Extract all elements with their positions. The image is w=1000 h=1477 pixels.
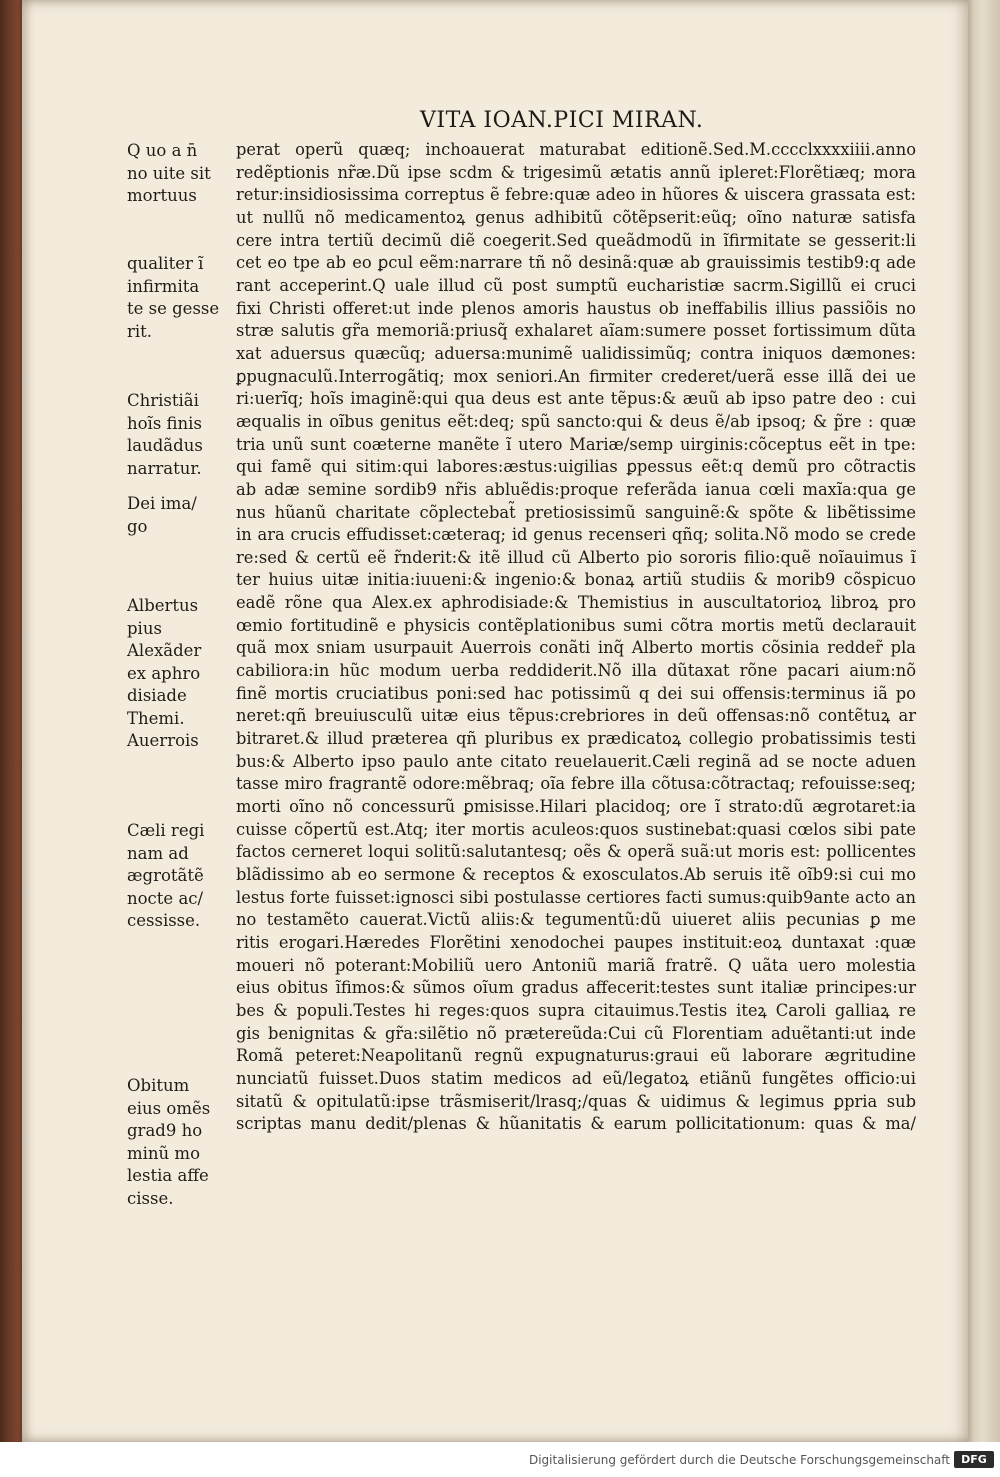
text-line: gis benignitas & gr̃a:silẽtio nõ prætereũda:Cui cũ Florentiam aduẽtanti:ut inde — [236, 1023, 916, 1043]
margin-note-line: lestia affe — [127, 1166, 209, 1185]
text-line: bitraret.& illud præterea qñ pluribus ex prædicatoꝝ collegio probatissimis testi — [236, 729, 916, 749]
margin-note-line: Auerrois — [127, 731, 199, 750]
text-line: cere intra tertiũ decimũ diẽ coegerit.Sed queãdmodũ in ĩfirmitate se gesserit:li — [236, 230, 916, 250]
margin-note-line: pius — [127, 618, 162, 638]
text-line: bus:& Alberto ipso paulo ante citato reuelauerit.Cæli reginã ad se nocte aduen — [236, 751, 916, 771]
margin-note-line: te se gesse — [127, 299, 220, 318]
text-line: sitatũ & opitulatũ:ipse trãsmiserit/lrasq;/quas & uidimus & legimus ꝑpria sub — [236, 1091, 916, 1111]
text-line: quã mox sniam usurpauit Auerrois conãti inq̃ Alberto mortis cõsinia redder̃ pla — [236, 638, 916, 658]
margin-note-line: Q uo a n̄ — [127, 141, 198, 160]
margin-note-line: Obitum — [127, 1076, 190, 1095]
text-line: lestus forte fuisset:ignosci sibi postulasse certiores facti sumus:quib9ante acto an — [236, 887, 916, 907]
margin-note-line: grad9 ho — [127, 1121, 203, 1140]
margin-note-line: Dei ima/ — [127, 494, 197, 513]
text-line: finẽ mortis cruciatibus poni:sed hac potissimũ q dei sui offensis:terminus iã po — [236, 683, 916, 703]
text-line: nunciatũ fuisset.Duos statim medicos ad eũ/legatoꝝ etiãnũ fungẽtes officio:ui — [236, 1068, 916, 1088]
text-line: ꝑpugnaculũ.Interrogãtiq; mox seniori.An firmiter crederet/uerã esse illã dei ue — [236, 366, 916, 386]
margin-note-line: ex aphro — [127, 663, 201, 683]
margin-note-line: nocte ac/ — [127, 888, 204, 908]
margin-note-line: narratur. — [127, 458, 202, 478]
text-line: re:sed & certũ eẽ r̃nderit:& itẽ illud cũ Alberto pio sororis filio:quẽ noĩauimus ĩ — [236, 547, 916, 567]
margin-note-line: disiade — [127, 686, 187, 705]
margin-note-christiani — [127, 390, 239, 480]
margin-note-line: cisse. — [127, 1188, 174, 1208]
text-line: no testamẽto cauerat.Victũ aliis:& tegumentũ:dũ uiueret aliis pecunias ꝑ me — [236, 910, 916, 930]
text-line: fixi Christi offeret:ut inde plenos amoris haustus ob ineffabilis illius passiõis no — [236, 298, 916, 318]
text-line: neret:qñ breuiusculũ uitæ eius tẽpus:crebriores in deũ offensas:nõ contẽtuꝝ ar — [236, 706, 916, 726]
margin-note-line: eius omẽs — [127, 1098, 211, 1118]
text-line: ab adæ semine sordib9 nr̃is abluẽdis:proque referãda ianua cœli maxĩa:qua ge — [236, 479, 916, 499]
text-line: blãdissimo ab eo sermone & receptos & exosculatos.Ab seruis itẽ oĩb9:si cui mo — [236, 865, 916, 884]
margin-note-dei-imago — [127, 493, 239, 538]
margin-note-line: Alexãder — [127, 641, 202, 660]
margin-note-line: no uite sit — [127, 163, 211, 183]
text-line: rant acceperint.Q uale illud cũ post sumptũ eucharistiæ sacrm.Sigillũ ei cruci — [236, 275, 916, 295]
text-line: perat operũ quæq; inchoauerat maturabat editionẽ.Sed.M.cccclxxxxiiii.anno — [236, 140, 916, 159]
text-line: ri:uerĩq; hoĩs imaginẽ:qui qua deus est ante tẽpus:& æuũ ab ipso patre deo : cui — [236, 389, 916, 409]
margin-note-line: Albertus — [127, 596, 199, 615]
margin-note-line: cessisse. — [127, 911, 201, 930]
margin-note-line: rit. — [127, 321, 153, 341]
text-line: morti oĩno nõ concessurũ ꝑmisisse.Hilari placidoq; ore ĩ strato:dũ ægrotaret:ia — [236, 797, 916, 817]
margin-note-line: mortuus — [127, 186, 197, 205]
text-line: eius obitus ĩfimos:& sũmos oĩum gradus affecerit:testes sunt italiæ principes:ur — [236, 978, 916, 998]
text-line: æqualis in oĩbus genitus eẽt:deq; spũ sancto:qui & deus ẽ/ab ipsoq; & p̃re : quæ — [236, 411, 916, 431]
margin-note-line: ægrotãtẽ — [127, 866, 204, 885]
text-line: retur:insidiosissima correptus ẽ febre:quæ adeo in hũores & uiscera grassata est: — [236, 185, 916, 205]
margin-note-obitum — [127, 1075, 239, 1210]
dfg-logo-icon: DFG — [954, 1451, 994, 1468]
margin-note-line: infirmita — [127, 276, 200, 296]
margin-note-line: minũ mo — [127, 1143, 201, 1163]
margin-note-line: Cæli regi — [127, 821, 205, 840]
text-line: Romã peteret:Neapolitanũ regnũ expugnaturus:graui eũ laborare ægritudine — [236, 1046, 916, 1066]
text-line: eadẽ rõne qua Alex.ex aphrodisiade:& Themistius in auscultatorioꝝ libroꝝ pro — [236, 593, 916, 613]
margin-note-line: Themi. — [127, 708, 185, 728]
text-line: moueri nõ poterant:Mobiliũ uero Antoniũ mariã fratrẽ. Q uãta uero molestia — [236, 955, 916, 975]
text-line: œmio fortitudinẽ e physicis contẽplationibus sumi cõtra mortis metũ declarauit — [236, 615, 916, 635]
digitization-footer — [0, 1442, 1000, 1477]
text-line: bes & populi.Testes hi reges:quos supra citauimus.Testis iteꝝ Caroli galliaꝝ re — [236, 1000, 916, 1020]
margin-note-line: qualiter ĩ — [127, 254, 204, 273]
page-edge — [968, 0, 1000, 1442]
text-line: factos cerneret loqui solitũ:salutantesq; oẽs & operã suã:ut moris est: pollicentes — [236, 842, 916, 862]
text-line: ut nullũ nõ medicamentoꝝ genus adhibitũ cõtẽpserit:eũq; oĩno naturæ satisfa — [236, 207, 916, 227]
text-line: nus hũanũ charitate cõplectebat̃ pretiosissimũ sanguinẽ:& spõte & libẽtissime — [236, 502, 916, 522]
text-line: ritis erogari.Hæredes Florẽtini xenodochei paupes instituit:eoꝝ duntaxat :quæ — [236, 932, 916, 952]
text-line: redẽptionis nr̃æ.Dũ ipse scdm & trigesimũ ætatis annũ ipleret:Florẽtiæq; mora — [236, 162, 916, 182]
main-text-block — [236, 139, 916, 1136]
text-line: xat aduersus quæcũq; aduersa:munimẽ ualidissimũq; contra iniquos dæmones: — [236, 343, 916, 363]
margin-note-caeli-reginam — [127, 820, 239, 933]
text-line: qui famẽ qui sitim:qui labores:æstus:uigilias ꝑpessus eẽt:q demũ pro cõtractis — [236, 457, 916, 477]
margin-note-line: Christiãi — [127, 391, 199, 410]
text-line: cabiliora:in hũc modum uerba reddiderit.Nõ illa dũtaxat rõne pacari aium:nõ — [236, 661, 916, 681]
running-header: VITA IOAN.PICI MIRAN. — [420, 108, 704, 133]
margin-note-qualiter — [127, 253, 239, 343]
text-line: in ara crucis effudisset:cæteraq; id genus recenseri qñq; solita.Nõ modo se crede — [236, 525, 916, 545]
margin-note-line: laudãdus — [127, 436, 203, 455]
text-line: tasse miro fragrantẽ odore:mẽbraq; oĩa febre illa cõtusa:cõtractaq; refouisse:seq; — [236, 774, 916, 794]
margin-note-quo-anno — [127, 140, 239, 208]
text-line: stræ salutis gr̃a memoriã:priusq̃ exhalaret aĩam:sumere posset fortissimum dũta — [236, 321, 916, 341]
margin-note-line: go — [127, 516, 148, 536]
text-line: cuisse cõpertũ est.Atq; iter mortis aculeos:quos sustinebat:quasi cœlos sibi pate — [236, 819, 916, 839]
text-line: cet eo tpe ab eo ꝑcul eẽm:narrare tñ nõ desinã:quæ ab grauissimis testib9:q ade — [236, 253, 916, 273]
text-line: ter huius uitæ initia:iuueni:& ingenio:& bonaꝝ artiũ studiis & morib9 cõspicuo — [236, 570, 916, 590]
text-line: scriptas manu dedit/plenas & hũanitatis & earum pollicitationum: quas & ma/ — [236, 1114, 916, 1134]
footer-credit: Digitalisierung gefördert durch die Deutsche Forschungsgemeinschaft — [528, 1453, 950, 1467]
margin-note-albertus — [127, 595, 239, 753]
text-line: tria unũ sunt coæterne manẽte ĩ utero Mariæ/semp uirginis:cõceptus eẽt in tpe: — [236, 434, 916, 454]
margin-note-line: hoĩs finis — [127, 413, 202, 433]
margin-note-line: nam ad — [127, 843, 189, 863]
